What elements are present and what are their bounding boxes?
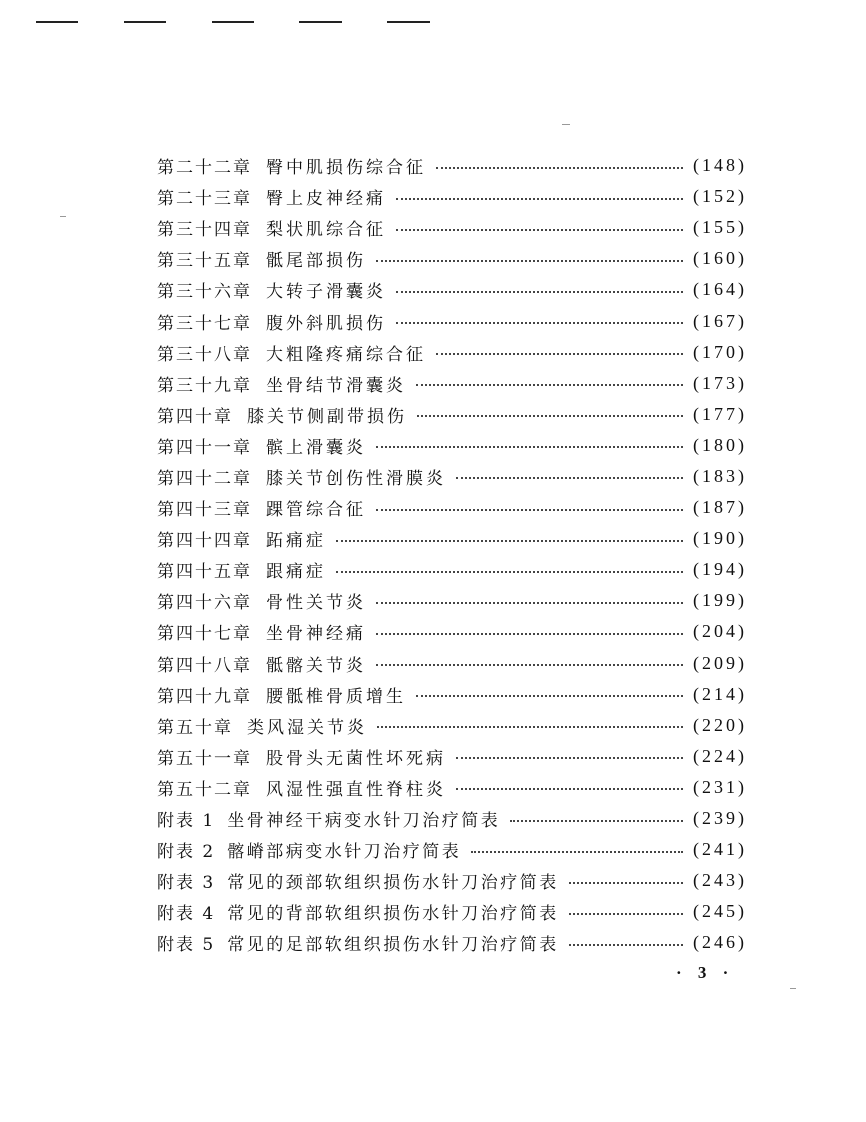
- dot-leader: [377, 726, 683, 728]
- toc-chapter-label: 附表 3: [157, 873, 216, 894]
- toc-page-number: (173): [693, 372, 747, 393]
- toc-chapter-label: 第二十三章: [157, 189, 252, 210]
- toc-chapter-label: 第三十八章: [157, 344, 252, 365]
- toc-page-number: (231): [693, 776, 747, 797]
- toc-chapter-label: 第四十章: [157, 406, 233, 427]
- toc-entry-title: 风湿性强直性脊柱炎: [266, 779, 446, 800]
- toc-entry-title: 坐骨结节滑囊炎: [266, 375, 406, 396]
- toc-chapter-label: 第三十九章: [157, 375, 252, 396]
- toc-entry[interactable]: [157, 803, 747, 834]
- dot-leader: [396, 198, 683, 200]
- dot-leader: [376, 446, 683, 448]
- toc-chapter-label: 第三十七章: [157, 313, 252, 334]
- toc-page-number: (187): [693, 497, 747, 518]
- toc-entry[interactable]: [157, 616, 747, 647]
- toc-entry[interactable]: [157, 368, 747, 399]
- toc-entry[interactable]: [157, 181, 747, 212]
- toc-entry-title: 腰骶椎骨质增生: [266, 686, 406, 707]
- toc-entry[interactable]: [157, 554, 747, 585]
- toc-entry-title: 膝关节侧副带损伤: [247, 406, 407, 427]
- dot-leader: [336, 540, 683, 542]
- dot-leader: [416, 384, 683, 386]
- toc-entry[interactable]: [157, 523, 747, 554]
- toc-entry[interactable]: [157, 741, 747, 772]
- toc-entry[interactable]: [157, 710, 747, 741]
- toc-page-number: (204): [693, 621, 747, 642]
- top-rule-5: [387, 21, 430, 23]
- toc-page-number: (177): [693, 403, 747, 424]
- toc-page-number: (167): [693, 310, 747, 331]
- toc-page-number: (170): [693, 341, 747, 362]
- dot-leader: [436, 167, 683, 169]
- toc-entry[interactable]: [157, 834, 747, 865]
- toc-entry-title: 跟痛症: [266, 562, 326, 583]
- toc-chapter-label: 第二十二章: [157, 158, 252, 179]
- toc-chapter-label: 第四十五章: [157, 562, 252, 583]
- toc-entry-title: 臀中肌损伤综合征: [266, 158, 426, 179]
- toc-page-number: (214): [693, 683, 747, 704]
- dot-leader: [376, 602, 683, 604]
- toc-chapter-label: 第四十四章: [157, 531, 252, 552]
- toc-page-number: (246): [693, 932, 747, 953]
- dot-leader: [471, 851, 683, 853]
- toc-page-number: (224): [693, 745, 747, 766]
- toc-chapter-label: 第三十六章: [157, 282, 252, 303]
- toc-entry-title: 梨状肌综合征: [266, 220, 386, 241]
- toc-chapter-label: 第四十六章: [157, 593, 252, 614]
- toc-entry[interactable]: [157, 337, 747, 368]
- dot-leader: [376, 260, 683, 262]
- toc-page-number: (241): [693, 839, 747, 860]
- toc-chapter-label: 附表 1: [157, 811, 216, 832]
- toc-entry-title: 腹外斜肌损伤: [266, 313, 386, 334]
- toc-entry[interactable]: [157, 648, 747, 679]
- toc-page-number: (199): [693, 590, 747, 611]
- toc-page-number: (183): [693, 465, 747, 486]
- table-of-contents: [157, 150, 747, 958]
- dot-leader: [376, 633, 683, 635]
- toc-page-number: (209): [693, 652, 747, 673]
- toc-chapter-label: 第四十七章: [157, 624, 252, 645]
- toc-entry[interactable]: [157, 927, 747, 958]
- dot-leader: [396, 322, 683, 324]
- dot-leader: [456, 477, 683, 479]
- dot-leader: [569, 944, 683, 946]
- top-rule-2: [124, 21, 166, 23]
- top-rule-3: [212, 21, 254, 23]
- toc-entry[interactable]: [157, 772, 747, 803]
- dot-leader: [436, 353, 683, 355]
- toc-chapter-label: 第五十二章: [157, 779, 252, 800]
- toc-entry[interactable]: [157, 896, 747, 927]
- toc-chapter-label: 第四十三章: [157, 500, 252, 521]
- dot-leader: [510, 820, 683, 822]
- dot-leader: [376, 509, 683, 511]
- toc-entry-title: 类风湿关节炎: [247, 717, 367, 738]
- toc-entry[interactable]: [157, 679, 747, 710]
- toc-entry-title: 大转子滑囊炎: [266, 282, 386, 303]
- toc-page-number: (194): [693, 559, 747, 580]
- toc-entry[interactable]: [157, 243, 747, 274]
- toc-page-number: (180): [693, 434, 747, 455]
- toc-chapter-label: 第五十章: [157, 717, 233, 738]
- toc-entry-title: 常见的颈部软组织损伤水针刀治疗简表: [227, 873, 559, 894]
- toc-entry-title: 坐骨神经痛: [266, 624, 366, 645]
- toc-entry[interactable]: [157, 399, 747, 430]
- toc-page-number: (155): [693, 217, 747, 238]
- toc-chapter-label: 第四十八章: [157, 655, 252, 676]
- toc-page-number: (152): [693, 186, 747, 207]
- toc-entry-title: 股骨头无菌性坏死病: [266, 748, 446, 769]
- toc-entry-title: 骨性关节炎: [266, 593, 366, 614]
- toc-entry-title: 坐骨神经干病变水针刀治疗简表: [227, 811, 501, 832]
- toc-entry-title: 常见的足部软组织损伤水针刀治疗简表: [227, 935, 559, 956]
- toc-entry[interactable]: [157, 865, 747, 896]
- dot-leader: [569, 913, 683, 915]
- toc-entry[interactable]: [157, 492, 747, 523]
- toc-entry[interactable]: [157, 585, 747, 616]
- dot-leader: [396, 291, 683, 293]
- toc-chapter-label: 第三十五章: [157, 251, 252, 272]
- toc-chapter-label: 第四十九章: [157, 686, 252, 707]
- dot-leader: [416, 695, 683, 697]
- page-number: · 3 ·: [676, 963, 735, 982]
- toc-chapter-label: 第四十一章: [157, 437, 252, 458]
- dot-leader: [569, 882, 683, 884]
- toc-chapter-label: 附表 4: [157, 904, 216, 925]
- toc-entry-title: 骶髂关节炎: [266, 655, 366, 676]
- toc-chapter-label: 第五十一章: [157, 748, 252, 769]
- toc-page-number: (245): [693, 901, 747, 922]
- toc-page-number: (160): [693, 248, 747, 269]
- dot-leader: [456, 757, 683, 759]
- toc-chapter-label: 第三十四章: [157, 220, 252, 241]
- toc-page-number: (190): [693, 528, 747, 549]
- toc-chapter-label: 附表 5: [157, 935, 216, 956]
- toc-entry-title: 踝管综合征: [266, 500, 366, 521]
- toc-entry[interactable]: [157, 305, 747, 336]
- toc-entry[interactable]: [157, 212, 747, 243]
- toc-entry-title: 常见的背部软组织损伤水针刀治疗简表: [227, 904, 559, 925]
- dot-leader: [456, 788, 683, 790]
- scan-speck: [790, 988, 796, 989]
- top-rule-4: [299, 21, 342, 23]
- toc-entry-title: 臀上皮神经痛: [266, 189, 386, 210]
- toc-entry[interactable]: [157, 150, 747, 181]
- dot-leader: [376, 664, 683, 666]
- top-rule-1: [36, 21, 78, 23]
- toc-entry-title: 髂嵴部病变水针刀治疗简表: [227, 842, 462, 863]
- toc-page-number: (148): [693, 155, 747, 176]
- toc-page-number: (220): [693, 714, 747, 735]
- toc-page-number: (243): [693, 870, 747, 891]
- toc-entry-title: 大粗隆疼痛综合征: [266, 344, 426, 365]
- toc-page-number: (164): [693, 279, 747, 300]
- dot-leader: [396, 229, 683, 231]
- toc-entry-title: 髌上滑囊炎: [266, 437, 366, 458]
- toc-entry[interactable]: [157, 274, 747, 305]
- toc-page-number: (239): [693, 808, 747, 829]
- toc-entry-title: 膝关节创伤性滑膜炎: [266, 468, 446, 489]
- toc-entry[interactable]: [157, 461, 747, 492]
- scan-speck: [562, 124, 570, 125]
- toc-chapter-label: 第四十二章: [157, 468, 252, 489]
- toc-entry-title: 跖痛症: [266, 531, 326, 552]
- toc-entry[interactable]: [157, 430, 747, 461]
- dot-leader: [417, 415, 683, 417]
- dot-leader: [336, 571, 683, 573]
- scan-speck: [60, 216, 66, 217]
- toc-chapter-label: 附表 2: [157, 842, 216, 863]
- toc-entry-title: 骶尾部损伤: [266, 251, 366, 272]
